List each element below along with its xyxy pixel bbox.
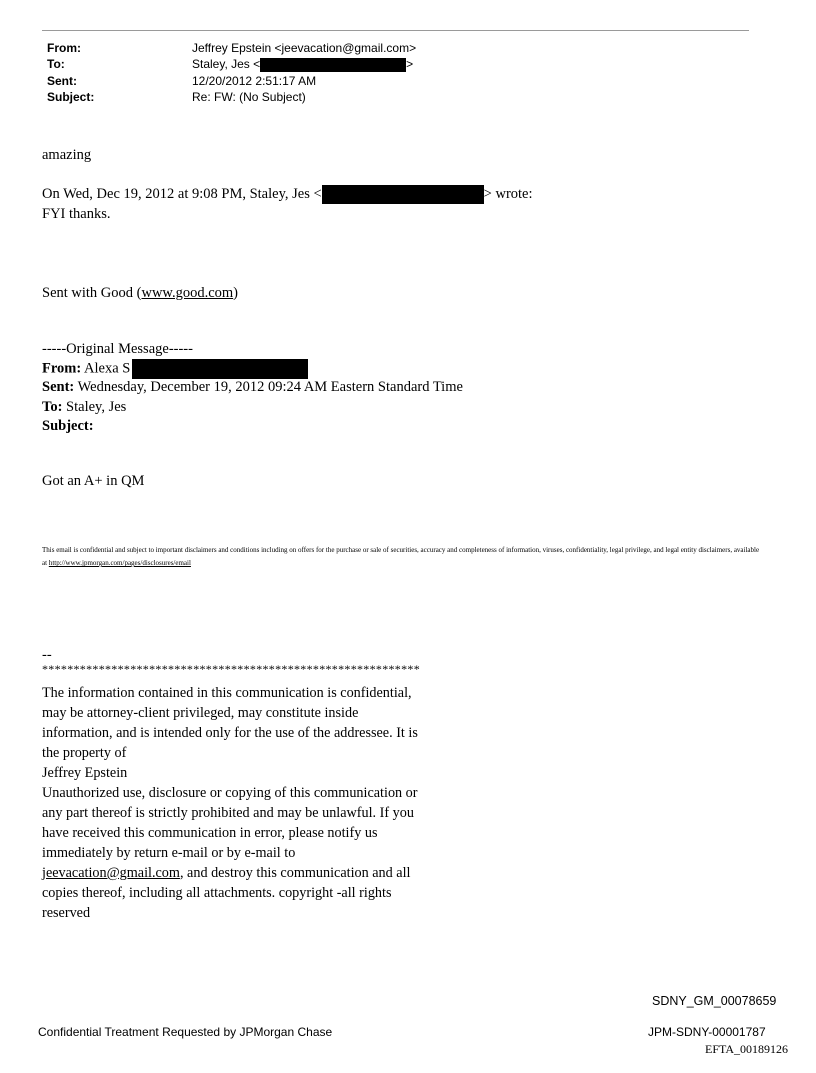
confidential-notice: Confidential Treatment Requested by JPMorgan Chase [38,1025,333,1039]
conf-part2: Unauthorized use, disclosure or copying of this communication or any part thereof is strictly prohibited and may be unlawful. If you have received this communication in error, please notify us immediately by return e-mail or by e-mail to [42,785,418,861]
sent-with-line [42,284,238,302]
header-divider [42,30,749,31]
original-marker: -----Original Message----- [42,341,193,357]
efta-number: EFTA_00189126 [705,1042,789,1056]
original-to-label: To: [42,399,63,415]
original-sent-value: Wednesday, December 19, 2012 09:24 AM Eastern Standard Time [77,379,463,395]
bates-jpm: JPM-SDNY-00001787 [648,1025,766,1039]
sent-label: Sent: [47,74,77,88]
quote-redaction [322,185,484,204]
original-message: Got an A+ in QM [42,473,145,489]
fyi-text: FYI thanks. [42,206,111,222]
jpm-disclaimer [42,544,762,570]
to-redaction [260,58,406,72]
conf-name: Jeffrey Epstein [42,765,128,781]
sent-value: 12/20/2012 2:51:17 AM [192,74,317,88]
subject-value: Re: FW: (No Subject) [192,90,306,104]
sent-with-prefix: Sent with Good ( [42,285,142,301]
original-from-value: Alexa S [84,360,131,377]
conf-part1: The information contained in this communication is confidential, may be attorney-client privileged, may constitute inside information, and is intended only for the use of the addressee. It is the property of [42,685,418,761]
sent-with-suffix: ) [233,285,239,301]
reply-text: amazing [42,147,92,163]
original-subject [42,417,94,435]
original-sent [42,378,463,396]
to-value [192,57,413,72]
original-subject-label: Subject: [42,418,94,434]
original-sent-label: Sent: [42,379,75,395]
confidentiality-notice [42,683,422,923]
signature-dashes: -- [42,647,52,663]
good-link[interactable]: www.good.com [141,285,234,301]
from-value: Jeffrey Epstein <jeevacation@gmail.com> [192,41,417,55]
conf-email-link[interactable]: jeevacation@gmail.com [42,865,180,881]
conf-part3: , and destroy this communication and all copies thereof, including all attachments. copyright -all rights reserved [42,865,411,921]
bates-sdny: SDNY_GM_00078659 [652,994,777,1008]
quote-intro [42,185,533,204]
original-from [42,359,308,379]
from-label: From: [47,41,81,55]
disclaimer-link[interactable]: http://www.jpmorgan.com/pages/disclosures/email [48,559,191,567]
original-from-redaction [132,359,308,379]
disclaimer-text: This email is confidential and subject to important disclaimers and conditions including on offers for the purchase or sale of securities, accuracy and completeness of information, viruses, confidentiality, legal privilege, and legal entity disclaimers, available at [42,546,760,567]
original-to [42,398,126,416]
quote-intro-suffix: > wrote: [483,186,533,202]
subject-label: Subject: [47,90,95,104]
to-label: To: [47,57,65,71]
quote-intro-prefix: On Wed, Dec 19, 2012 at 9:08 PM, Staley, Jes < [42,186,322,202]
signature-stars: ************************************************************ [42,662,420,676]
original-to-value: Staley, Jes [66,399,127,415]
to-suffix: > [406,57,414,71]
to-prefix: Staley, Jes < [192,57,261,71]
original-from-label: From: [42,360,82,377]
